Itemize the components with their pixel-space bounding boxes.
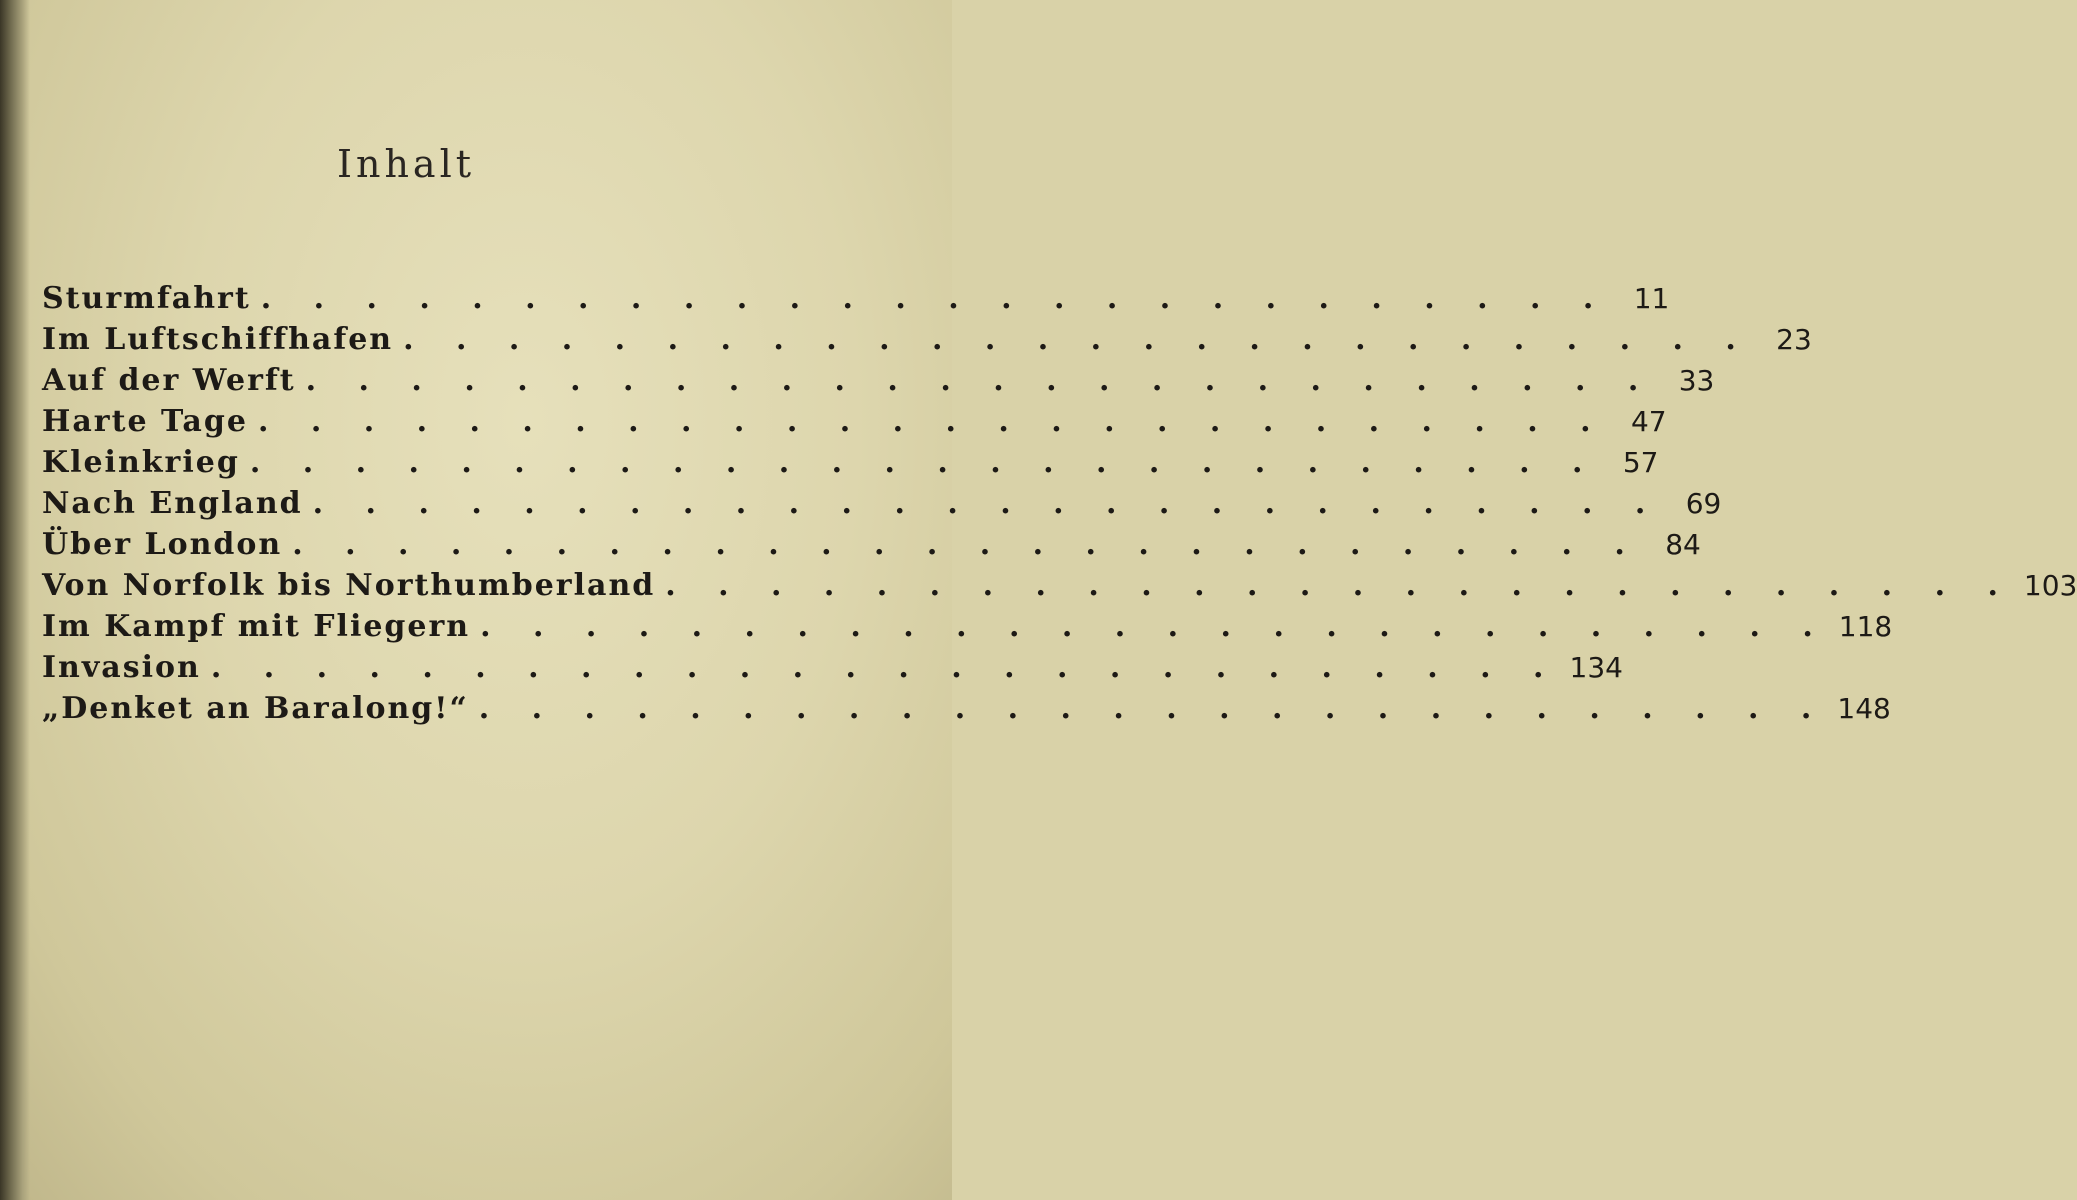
toc-entry-page: 118 (1838, 610, 1893, 643)
toc-entry (42, 360, 1715, 401)
toc-entry-page: 148 (1837, 692, 1891, 725)
toc-entry-title: Sturmfahrt (42, 281, 251, 316)
toc-entry-title: Im Luftschiffhafen (42, 322, 394, 357)
toc-entry-title: Kleinkrieg (42, 445, 240, 480)
dot-leader: . . . . . . . . . . . . . . . . . . . . . . . . . . (403, 322, 1752, 357)
toc-entry-title: Invasion (42, 650, 201, 685)
dot-leader: . . . . . . . . . . . . . . . . . . . . . . . . . . (292, 527, 1641, 562)
toc-entry-title: Harte Tage (42, 404, 248, 439)
toc-entry-page: 47 (1630, 405, 1667, 438)
toc-entry-page: 23 (1776, 323, 1812, 356)
dot-leader: . . . . . . . . . . . . . . . . . . . . . . . . . . (249, 445, 1599, 480)
toc-entry-title: „Denket an Baralong!“ (42, 691, 469, 726)
toc-entry-title: Von Norfolk bis Northumberland (42, 568, 656, 603)
toc-entry-title: Nach England (42, 486, 303, 521)
toc-entry-title: Über London (42, 527, 283, 562)
toc-entry-page: 84 (1665, 528, 1701, 561)
toc-entry-title: Im Kampf mit Fliegern (42, 609, 471, 644)
page-title: Inhalt (336, 142, 476, 186)
toc-entry (42, 647, 1623, 688)
toc-entry-page: 103 (2023, 569, 2077, 602)
dot-leader: . . . . . . . . . . . . . . . . . . . . . . . . . . (257, 404, 1607, 439)
dot-leader: . . . . . . . . . . . . . . . . . . . . . . . . . . (665, 568, 2014, 603)
table-of-contents (42, 278, 2077, 729)
toc-entry (42, 401, 1667, 442)
toc-entry-page: 11 (1633, 282, 1670, 315)
toc-entry (42, 524, 1701, 565)
toc-entry (42, 278, 1670, 319)
toc-entry (42, 483, 1722, 524)
dot-leader: . . . . . . . . . . . . . . . . . . . . . . . . . . (478, 691, 1828, 726)
dot-leader: . . . . . . . . . . . . . . . . . . . . . . . . . . (480, 609, 1829, 644)
toc-entry (42, 688, 1891, 729)
dot-leader: . . . . . . . . . . . . . . . . . . . . . . . . . . (312, 486, 1662, 521)
toc-entry-page: 33 (1678, 364, 1715, 397)
toc-entry (42, 442, 1659, 483)
toc-entry-title: Auf der Werft (42, 363, 296, 398)
dot-leader: . . . . . . . . . . . . . . . . . . . . . . . . . . (260, 281, 1610, 316)
dot-leader: . . . . . . . . . . . . . . . . . . . . . . . . . . (210, 650, 1560, 685)
toc-entry (42, 319, 1812, 360)
toc-entry (42, 565, 2077, 606)
toc-entry-page: 69 (1685, 487, 1722, 520)
toc-entry-page: 134 (1569, 651, 1623, 684)
toc-entry-page: 57 (1622, 446, 1659, 479)
toc-entry (42, 606, 1893, 647)
dot-leader: . . . . . . . . . . . . . . . . . . . . . . . . . . (305, 363, 1655, 398)
